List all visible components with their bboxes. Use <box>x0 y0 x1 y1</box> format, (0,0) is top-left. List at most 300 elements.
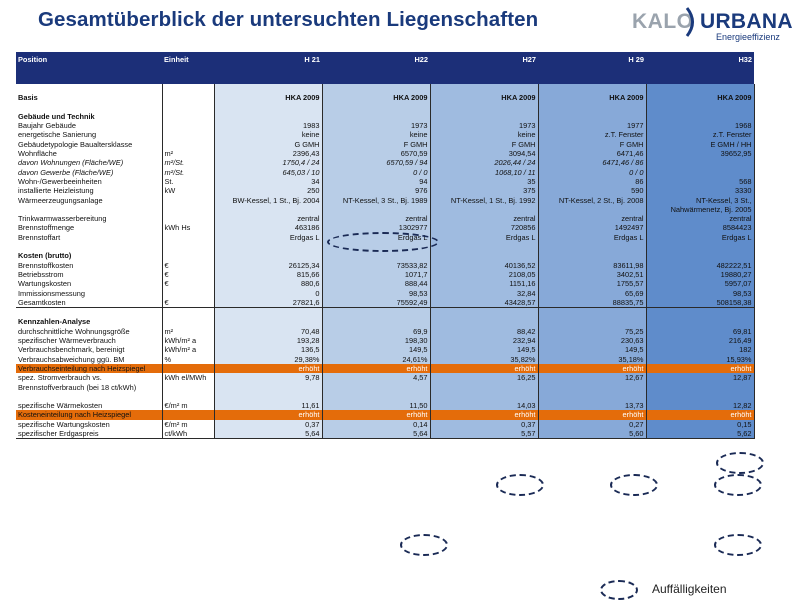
value-cell: F GMH <box>538 140 646 149</box>
value-cell: 0,37 <box>430 420 538 429</box>
value-cell: 13,73 <box>538 401 646 410</box>
value-cell: erhöht <box>538 364 646 373</box>
unit-cell: €/m² m <box>162 420 214 429</box>
logo-kalo-text: KALO <box>632 10 694 33</box>
row-label: Gesamtkosten <box>16 298 162 308</box>
unit-cell: € <box>162 270 214 279</box>
value-cell: 250 <box>214 186 322 195</box>
value-cell: 0,27 <box>538 420 646 429</box>
row-label: Kosteneinteilung nach Heizspiegel <box>16 410 162 419</box>
value-cell <box>646 158 754 167</box>
unit-cell <box>162 196 214 205</box>
row-label: Brennstoffverbrauch (bei 18 ct/kWh) <box>16 383 162 392</box>
unit-cell <box>162 130 214 139</box>
value-cell: 5,62 <box>646 429 754 439</box>
table-row <box>16 261 754 270</box>
row-label: Wohn-/Gewerbeeinheiten <box>16 177 162 186</box>
table-row <box>16 298 754 308</box>
value-cell: 1302977 <box>322 223 430 232</box>
value-cell: HKA 2009 <box>646 93 754 102</box>
kalo-urbana-logo <box>630 4 795 44</box>
table-row <box>16 93 754 102</box>
unit-cell <box>162 140 214 149</box>
value-cell: 230,63 <box>538 336 646 345</box>
row-label <box>16 205 162 214</box>
anomaly-marker <box>714 534 762 556</box>
value-cell: Erdgas L <box>430 233 538 242</box>
value-cell: zentral <box>322 214 430 223</box>
value-cell: erhöht <box>646 410 754 419</box>
table-row <box>16 130 754 139</box>
table-row <box>16 251 754 260</box>
row-label: Gebäude und Technik <box>16 112 162 121</box>
value-cell: 6570,59 / 94 <box>322 158 430 167</box>
value-cell: 2396,43 <box>214 149 322 158</box>
row-label: durchschnittliche Wohnungsgröße <box>16 327 162 336</box>
value-cell <box>322 103 430 112</box>
row-label: Wärmeerzeugungsanlage <box>16 196 162 205</box>
value-cell: 198,30 <box>322 336 430 345</box>
unit-cell <box>162 93 214 102</box>
value-cell: H 21 <box>214 52 322 84</box>
value-cell: 86 <box>538 177 646 186</box>
value-cell: Nahwärmenetz, Bj. 2005 <box>646 205 754 214</box>
unit-cell <box>162 251 214 260</box>
value-cell: NT-Kessel, 3 St., <box>646 196 754 205</box>
table-row <box>16 103 754 112</box>
anomaly-marker <box>716 452 764 474</box>
table-row <box>16 429 754 439</box>
value-cell: 16,25 <box>430 373 538 382</box>
row-label: davon Gewerbe (Fläche/WE) <box>16 168 162 177</box>
row-label: spez. Stromverbrauch vs. <box>16 373 162 382</box>
value-cell: 182 <box>646 345 754 354</box>
value-cell: 1968 <box>646 121 754 130</box>
table-row <box>16 270 754 279</box>
value-cell <box>430 84 538 93</box>
table-row <box>16 84 754 93</box>
anomaly-marker <box>714 474 762 496</box>
table-row <box>16 410 754 419</box>
value-cell <box>646 317 754 326</box>
row-label: Verbrauchsabweichung ggü. BM <box>16 355 162 364</box>
value-cell <box>646 103 754 112</box>
unit-cell <box>162 84 214 93</box>
value-cell <box>214 103 322 112</box>
row-label: Wohnfläche <box>16 149 162 158</box>
value-cell: 8584423 <box>646 223 754 232</box>
value-cell: 1151,16 <box>430 279 538 288</box>
value-cell: 590 <box>538 186 646 195</box>
value-cell: 32,84 <box>430 289 538 298</box>
value-cell <box>322 251 430 260</box>
value-cell <box>322 308 430 318</box>
value-cell <box>322 383 430 392</box>
value-cell: 1068,10 / 11 <box>430 168 538 177</box>
value-cell: 35,82% <box>430 355 538 364</box>
value-cell: 94 <box>322 177 430 186</box>
value-cell <box>214 84 322 93</box>
logo-urbana-text: URBANA <box>700 10 793 33</box>
value-cell: 83611,98 <box>538 261 646 270</box>
value-cell: 98,53 <box>322 289 430 298</box>
table-row <box>16 383 754 392</box>
unit-cell: kWh/m² a <box>162 336 214 345</box>
value-cell: 88835,75 <box>538 298 646 308</box>
value-cell <box>214 251 322 260</box>
value-cell <box>538 205 646 214</box>
value-cell: 888,44 <box>322 279 430 288</box>
value-cell: 35,18% <box>538 355 646 364</box>
value-cell <box>430 392 538 401</box>
table-row <box>16 345 754 354</box>
row-label: Baujahr Gebäude <box>16 121 162 130</box>
value-cell <box>430 308 538 318</box>
value-cell: 216,49 <box>646 336 754 345</box>
value-cell: 0 / 0 <box>322 168 430 177</box>
row-label <box>16 392 162 401</box>
value-cell: 136,5 <box>214 345 322 354</box>
value-cell: 976 <box>322 186 430 195</box>
value-cell: 14,03 <box>430 401 538 410</box>
value-cell: 6570,59 <box>322 149 430 158</box>
value-cell <box>538 392 646 401</box>
table-row <box>16 158 754 167</box>
table-row <box>16 373 754 382</box>
value-cell: erhöht <box>646 364 754 373</box>
table-row <box>16 168 754 177</box>
value-cell <box>538 84 646 93</box>
value-cell: H22 <box>322 52 430 84</box>
value-cell <box>646 112 754 121</box>
value-cell: 482222,51 <box>646 261 754 270</box>
value-cell: erhöht <box>214 410 322 419</box>
value-cell: erhöht <box>322 410 430 419</box>
row-label: Gebäudetypologie Baualtersklasse <box>16 140 162 149</box>
value-cell: 1973 <box>322 121 430 130</box>
row-label: Betriebsstrom <box>16 270 162 279</box>
value-cell: 12,87 <box>646 373 754 382</box>
anomaly-marker <box>400 534 448 556</box>
anomaly-marker <box>610 474 658 496</box>
value-cell: 98,53 <box>646 289 754 298</box>
value-cell: 40136,52 <box>430 261 538 270</box>
value-cell <box>538 383 646 392</box>
value-cell: BW-Kessel, 1 St., Bj. 2004 <box>214 196 322 205</box>
value-cell: H 29 <box>538 52 646 84</box>
value-cell: 3330 <box>646 186 754 195</box>
value-cell <box>214 392 322 401</box>
value-cell <box>214 112 322 121</box>
value-cell <box>430 317 538 326</box>
value-cell: 0,15 <box>646 420 754 429</box>
table-row <box>16 214 754 223</box>
value-cell: 12,82 <box>646 401 754 410</box>
value-cell <box>430 251 538 260</box>
value-cell: 88,42 <box>430 327 538 336</box>
value-cell: 645,03 / 10 <box>214 168 322 177</box>
value-cell <box>538 317 646 326</box>
value-cell: NT-Kessel, 3 St., Bj. 1989 <box>322 196 430 205</box>
value-cell <box>646 308 754 318</box>
table-row <box>16 121 754 130</box>
value-cell: 9,78 <box>214 373 322 382</box>
value-cell: NT-Kessel, 2 St., Bj. 2008 <box>538 196 646 205</box>
table-row <box>16 308 754 318</box>
value-cell: 75,25 <box>538 327 646 336</box>
row-label: Verbrauchseinteilung nach Heizspiegel <box>16 364 162 373</box>
unit-cell: kWh/m² a <box>162 345 214 354</box>
value-cell: 880,6 <box>214 279 322 288</box>
value-cell: 27821,6 <box>214 298 322 308</box>
row-label: Wartungskosten <box>16 279 162 288</box>
unit-cell <box>162 103 214 112</box>
value-cell: 720856 <box>430 223 538 232</box>
value-cell: keine <box>214 130 322 139</box>
value-cell: 1755,57 <box>538 279 646 288</box>
value-cell <box>430 205 538 214</box>
value-cell: 26125,34 <box>214 261 322 270</box>
value-cell <box>322 317 430 326</box>
value-cell: 69,9 <box>322 327 430 336</box>
value-cell: 1492497 <box>538 223 646 232</box>
logo-bracket-icon <box>684 6 700 38</box>
value-cell: z.T. Fenster <box>646 130 754 139</box>
page-title: Gesamtüberblick der untersuchten Liegenschaften <box>38 8 539 31</box>
table-row <box>16 364 754 373</box>
unit-cell <box>162 289 214 298</box>
value-cell: HKA 2009 <box>322 93 430 102</box>
value-cell: 149,5 <box>538 345 646 354</box>
row-label: Brennstoffkosten <box>16 261 162 270</box>
row-label <box>16 308 162 318</box>
value-cell: zentral <box>538 214 646 223</box>
unit-cell: m² <box>162 149 214 158</box>
unit-cell <box>162 383 214 392</box>
unit-cell: % <box>162 355 214 364</box>
value-cell: 29,38% <box>214 355 322 364</box>
value-cell: 5,57 <box>430 429 538 439</box>
value-cell: 5,64 <box>214 429 322 439</box>
value-cell: 19880,27 <box>646 270 754 279</box>
value-cell <box>322 112 430 121</box>
value-cell: 6471,46 <box>538 149 646 158</box>
unit-cell: € <box>162 298 214 308</box>
table-row <box>16 392 754 401</box>
value-cell: G GMH <box>214 140 322 149</box>
value-cell: Erdgas L <box>214 233 322 242</box>
legend-dashed-ellipse-icon <box>600 580 638 600</box>
unit-cell: €/m² m <box>162 401 214 410</box>
value-cell <box>214 308 322 318</box>
value-cell <box>646 242 754 251</box>
value-cell <box>214 242 322 251</box>
value-cell: H32 <box>646 52 754 84</box>
value-cell <box>538 242 646 251</box>
value-cell: 4,57 <box>322 373 430 382</box>
value-cell: 2108,05 <box>430 270 538 279</box>
value-cell: 3094,54 <box>430 149 538 158</box>
header <box>0 0 800 46</box>
value-cell <box>430 112 538 121</box>
value-cell: F GMH <box>430 140 538 149</box>
value-cell: 69,81 <box>646 327 754 336</box>
value-cell: 75592,49 <box>322 298 430 308</box>
unit-cell <box>162 410 214 419</box>
value-cell: 568 <box>646 177 754 186</box>
unit-cell: Einheit <box>162 52 214 84</box>
unit-cell: m²/St. <box>162 158 214 167</box>
value-cell: 5957,07 <box>646 279 754 288</box>
table-row <box>16 140 754 149</box>
unit-cell: € <box>162 279 214 288</box>
unit-cell <box>162 317 214 326</box>
value-cell: 24,61% <box>322 355 430 364</box>
value-cell <box>214 317 322 326</box>
row-label: Kennzahlen-Analyse <box>16 317 162 326</box>
row-label: Brennstoffmenge <box>16 223 162 232</box>
value-cell <box>538 251 646 260</box>
table-header-row <box>16 52 754 84</box>
value-cell: HKA 2009 <box>430 93 538 102</box>
value-cell: H27 <box>430 52 538 84</box>
value-cell: 0,14 <box>322 420 430 429</box>
row-label: Verbrauchsbenchmark, bereinigt <box>16 345 162 354</box>
unit-cell: kWh el/MWh <box>162 373 214 382</box>
unit-cell <box>162 205 214 214</box>
value-cell: 375 <box>430 186 538 195</box>
value-cell <box>214 383 322 392</box>
value-cell: 1983 <box>214 121 322 130</box>
value-cell: 0 <box>214 289 322 298</box>
value-cell <box>322 392 430 401</box>
value-cell: 34 <box>214 177 322 186</box>
unit-cell: St. <box>162 177 214 186</box>
row-label: Trinkwarmwasserbereitung <box>16 214 162 223</box>
unit-cell <box>162 364 214 373</box>
unit-cell <box>162 242 214 251</box>
value-cell: Erdgas L <box>646 233 754 242</box>
unit-cell: m²/St. <box>162 168 214 177</box>
table-row <box>16 289 754 298</box>
value-cell: 0,37 <box>214 420 322 429</box>
value-cell: 6471,46 / 86 <box>538 158 646 167</box>
value-cell: 70,48 <box>214 327 322 336</box>
row-label: spezifischer Erdgaspreis <box>16 429 162 439</box>
value-cell <box>430 103 538 112</box>
value-cell: zentral <box>430 214 538 223</box>
value-cell <box>646 251 754 260</box>
value-cell: 815,66 <box>214 270 322 279</box>
value-cell: HKA 2009 <box>538 93 646 102</box>
value-cell: erhöht <box>430 364 538 373</box>
row-label: energetische Sanierung <box>16 130 162 139</box>
value-cell: 149,5 <box>322 345 430 354</box>
unit-cell: m² <box>162 327 214 336</box>
value-cell: 193,28 <box>214 336 322 345</box>
value-cell: 5,64 <box>322 429 430 439</box>
table-row <box>16 177 754 186</box>
value-cell <box>214 205 322 214</box>
value-cell <box>538 103 646 112</box>
value-cell: HKA 2009 <box>214 93 322 102</box>
value-cell: 149,5 <box>430 345 538 354</box>
row-label: spezifische Wärmekosten <box>16 401 162 410</box>
value-cell: erhöht <box>322 364 430 373</box>
table-row <box>16 336 754 345</box>
value-cell: Erdgas L <box>538 233 646 242</box>
row-label: davon Wohnungen (Fläche/WE) <box>16 158 162 167</box>
unit-cell <box>162 121 214 130</box>
value-cell: 232,94 <box>430 336 538 345</box>
legend-label: Auffälligkeiten <box>652 582 727 596</box>
value-cell: erhöht <box>538 410 646 419</box>
value-cell <box>646 392 754 401</box>
unit-cell <box>162 214 214 223</box>
table-row <box>16 112 754 121</box>
row-label: Brennstoffart <box>16 233 162 242</box>
value-cell <box>430 383 538 392</box>
table-row <box>16 327 754 336</box>
anomaly-marker <box>496 474 544 496</box>
row-label: Kosten (brutto) <box>16 251 162 260</box>
row-label: Position <box>16 52 162 84</box>
row-label <box>16 84 162 93</box>
value-cell: 463186 <box>214 223 322 232</box>
row-label <box>16 103 162 112</box>
table-row <box>16 196 754 205</box>
value-cell: 39652,95 <box>646 149 754 158</box>
row-label: spezifische Wartungskosten <box>16 420 162 429</box>
value-cell: 0 / 0 <box>538 168 646 177</box>
value-cell: F GMH <box>322 140 430 149</box>
value-cell: erhöht <box>430 410 538 419</box>
value-cell: 1977 <box>538 121 646 130</box>
unit-cell <box>162 112 214 121</box>
value-cell: zentral <box>214 214 322 223</box>
value-cell: keine <box>322 130 430 139</box>
table-row <box>16 149 754 158</box>
value-cell: 5,60 <box>538 429 646 439</box>
value-cell <box>646 84 754 93</box>
row-label: Immissionsmessung <box>16 289 162 298</box>
value-cell: 1071,7 <box>322 270 430 279</box>
row-label: Basis <box>16 93 162 102</box>
table-row <box>16 355 754 364</box>
value-cell <box>538 308 646 318</box>
unit-cell: € <box>162 261 214 270</box>
unit-cell: kWh Hs <box>162 223 214 232</box>
table-row <box>16 205 754 214</box>
unit-cell: kW <box>162 186 214 195</box>
table-row <box>16 401 754 410</box>
value-cell: 15,93% <box>646 355 754 364</box>
value-cell: keine <box>430 130 538 139</box>
row-label: installierte Heizleistung <box>16 186 162 195</box>
value-cell <box>322 205 430 214</box>
logo-subtitle: Energieeffizienz <box>716 32 780 42</box>
table-row <box>16 420 754 429</box>
unit-cell <box>162 233 214 242</box>
value-cell <box>646 383 754 392</box>
unit-cell <box>162 308 214 318</box>
value-cell: 73533,82 <box>322 261 430 270</box>
value-cell: 12,67 <box>538 373 646 382</box>
value-cell: 11,50 <box>322 401 430 410</box>
value-cell: 35 <box>430 177 538 186</box>
anomaly-marker <box>327 232 439 252</box>
value-cell: 3402,51 <box>538 270 646 279</box>
